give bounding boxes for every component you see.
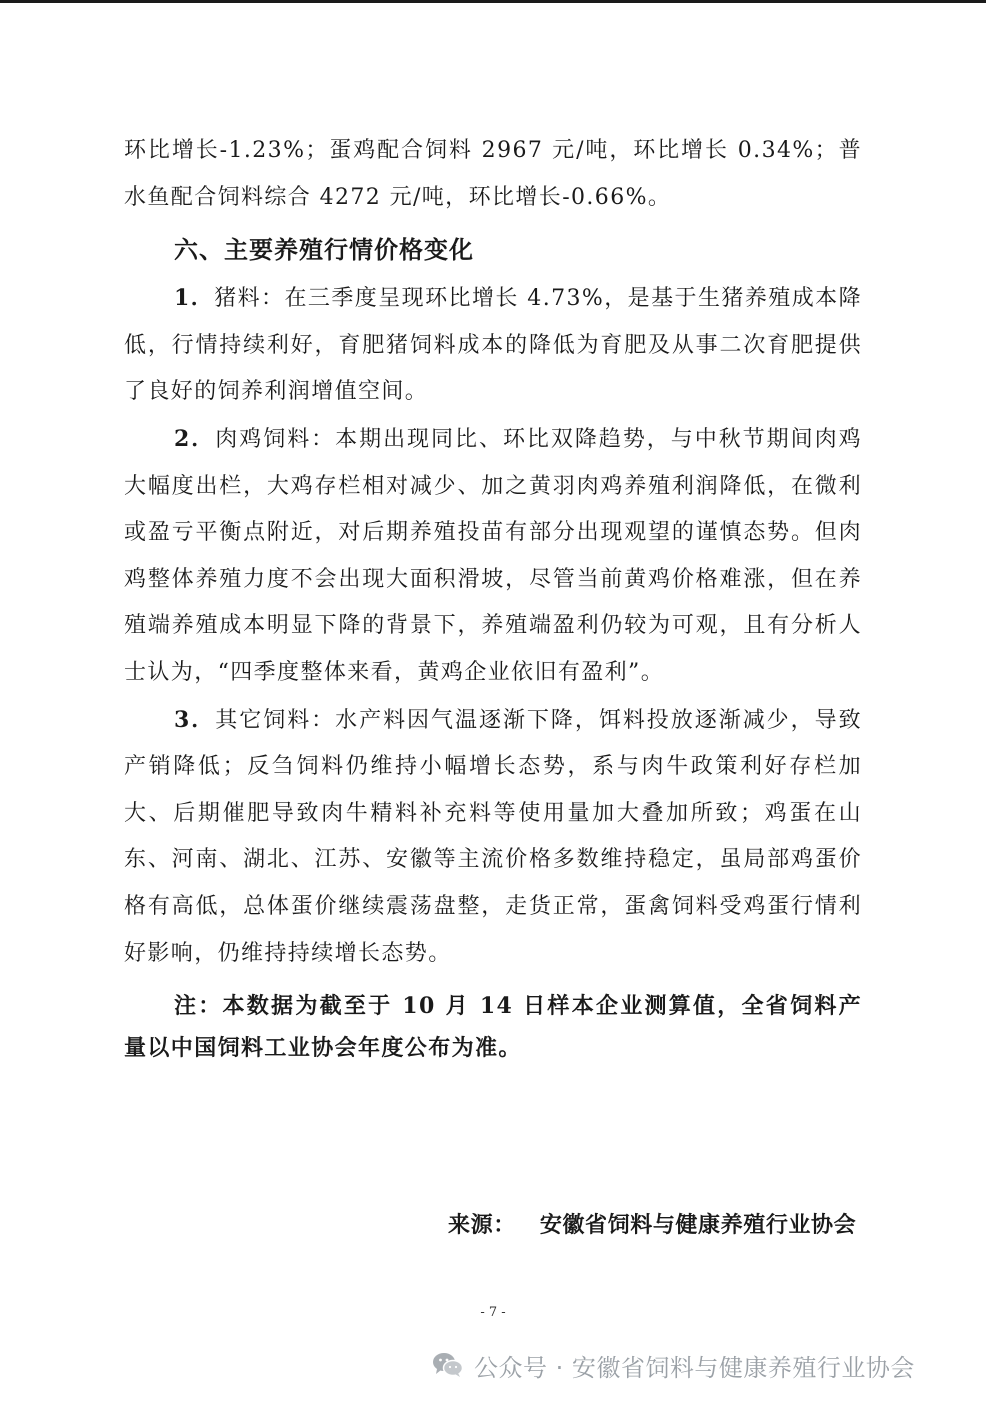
item-number-2: 2． <box>174 425 216 452</box>
data-note: 注：本数据为截至于 10 月 14 日样本企业测算值，全省饲料产量以中国饲料工业协会年度公布为准。 <box>124 993 862 1062</box>
item-number-1: 1． <box>174 285 215 312</box>
wechat-icon <box>432 1351 464 1379</box>
page-number: - 7 - <box>480 1305 506 1320</box>
top-border-line <box>0 0 986 3</box>
wechat-watermark <box>432 1345 915 1385</box>
source-organization: 安徽省饲料与健康养殖行业协会 <box>539 1212 857 1238</box>
item-number-3: 3． <box>174 706 216 733</box>
paragraph-broiler-feed <box>124 416 862 697</box>
other-feed-text: 其它饲料：水产料因气温逐渐下降，饵料投放逐渐减少，导致产销降低；反刍饲料仍维持小幅增长态势，系与肉牛政策利好存栏加大、后期催肥导致肉牛精料补充料等使用量加大叠加所致；鸡蛋在山东、河南、湖北、江苏、安徽等主流价格多数维持稳定，虽局部鸡蛋价格有高低，总体蛋价继续震荡盘整，走货正常，蛋禽饲料受鸡蛋行情利好影响，仍维持持续增长态势。 <box>124 707 862 966</box>
document-body <box>124 128 862 1069</box>
paragraph-pig-feed <box>124 275 862 416</box>
section-heading-market-prices: 六、主要养殖行情价格变化 <box>174 235 474 265</box>
broiler-feed-text: 肉鸡饲料：本期出现同比、环比双降趋势，与中秋节期间肉鸡大幅度出栏，大鸡存栏相对减少、加之黄羽肉鸡养殖利润降低，在微利或盈亏平衡点附近，对后期养殖投苗有部分出现观望的谨慎态势。但肉鸡整体养殖力度不会出现大面积滑坡，尽管当前黄鸡价格难涨，但在养殖端养殖成本明显下降的背景下，养殖端盈利仍较为可观，且有分析人士认为，“四季度整体来看，黄鸡企业依旧有盈利”。 <box>124 426 862 685</box>
source-label: 来源： <box>448 1212 516 1238</box>
paragraph-feed-prices-continued: 环比增长-1.23%；蛋鸡配合饲料 2967 元/吨，环比增长 0.34%；普水鱼配合饲料综合 4272 元/吨，环比增长-0.66%。 <box>124 138 862 210</box>
source-line <box>448 1208 856 1239</box>
watermark-text: 公众号 · 安徽省饲料与健康养殖行业协会 <box>474 1353 915 1382</box>
pig-feed-text: 猪料：在三季度呈现环比增长 4.73%，是基于生猪养殖成本降低，行情持续利好，育肥猪饲料成本的降低为育肥及从事二次育肥提供了良好的饲养利润增值空间。 <box>124 286 862 405</box>
paragraph-other-feed <box>124 697 862 978</box>
